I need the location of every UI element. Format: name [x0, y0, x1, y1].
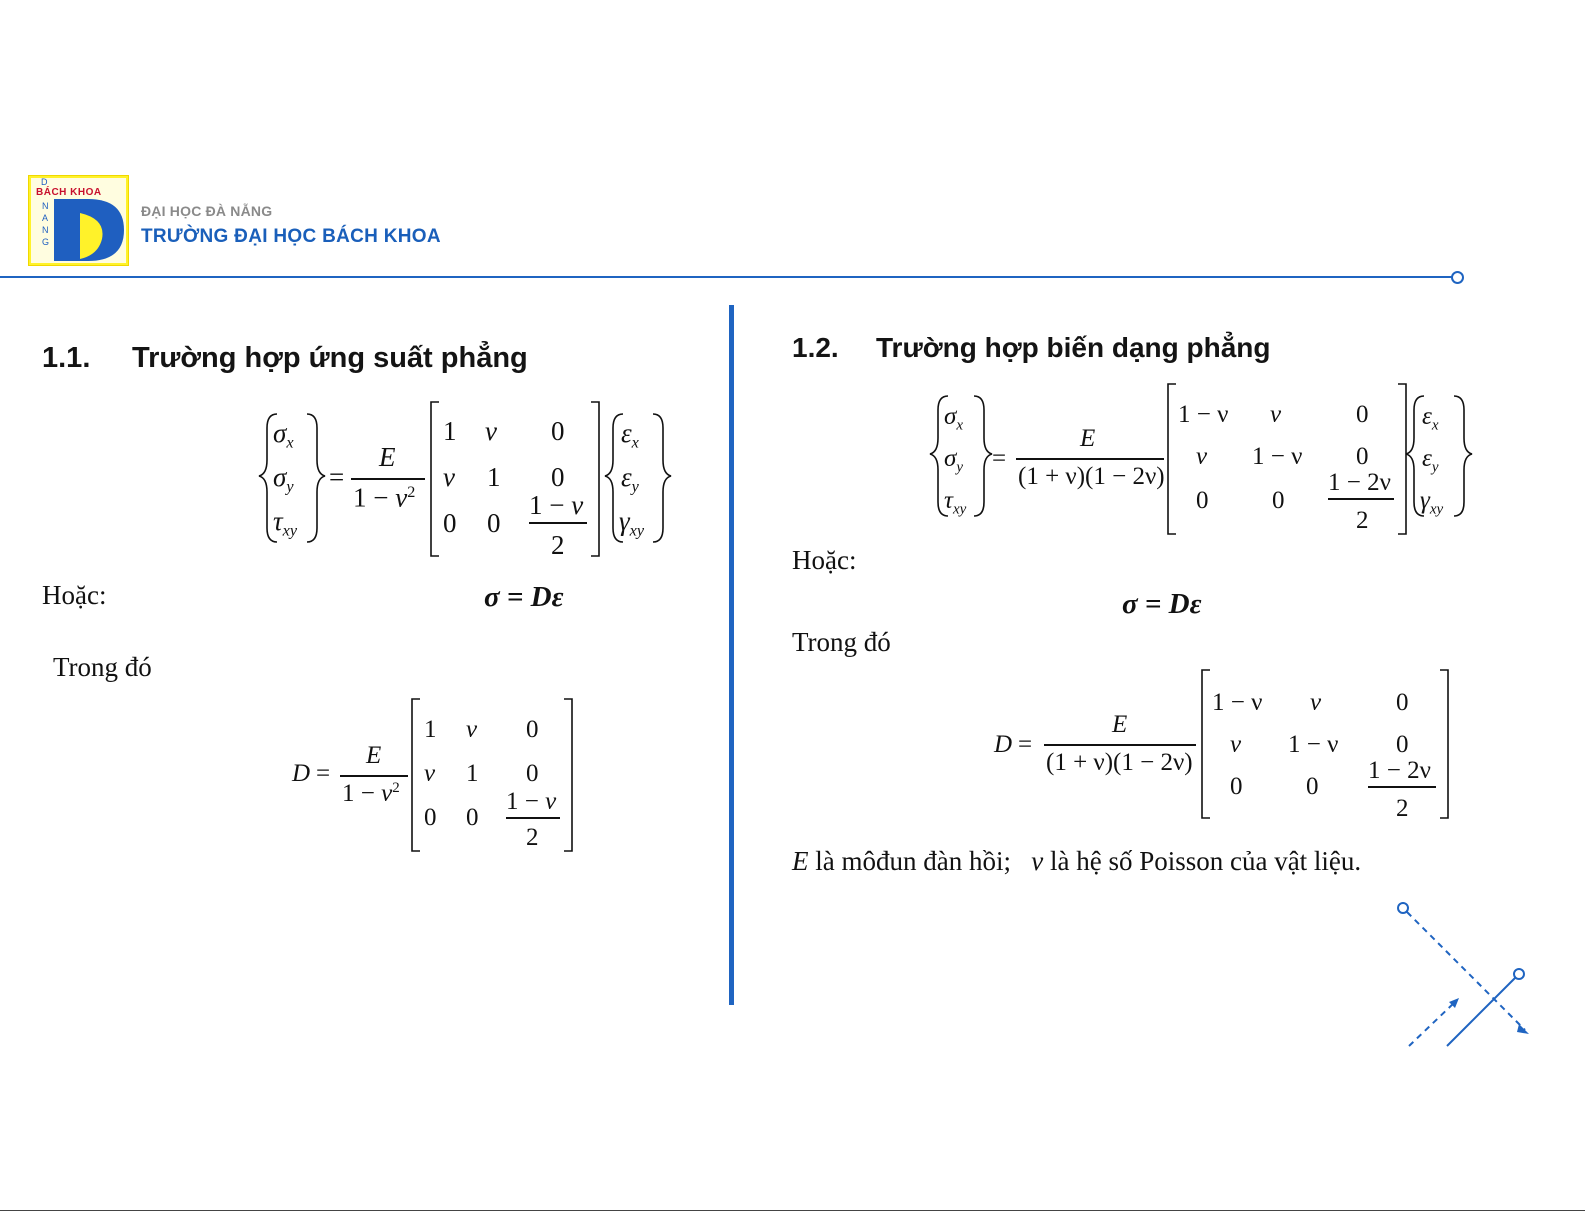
d33-denominator: 2	[1396, 795, 1409, 822]
d32: 0	[1306, 773, 1319, 800]
heading-title: Trường hợp ứng suất phẳng	[132, 342, 528, 374]
fraction-numerator-E: E	[1080, 425, 1096, 452]
plane-stress-D-matrix	[290, 695, 590, 860]
tau-xy: $\tau_{xy}$	[944, 487, 967, 518]
m33-denominator: 2	[1356, 507, 1369, 534]
m33-fraction-bar	[529, 522, 587, 524]
m23: 0	[1356, 443, 1369, 470]
gamma-xy: $\gamma_{xy}$	[1420, 487, 1444, 518]
m21: ν	[1196, 443, 1208, 470]
m33-denominator: 2	[551, 530, 565, 560]
fraction-numerator-E: E	[366, 742, 382, 769]
fraction-bar	[340, 775, 408, 777]
m31: 0	[1196, 487, 1209, 514]
m32: 0	[487, 508, 501, 538]
d11: 1	[424, 716, 437, 743]
logo-letter-n: N	[42, 201, 49, 211]
d23: 0	[1396, 731, 1409, 758]
equals-sign: =	[992, 445, 1007, 472]
epsilon-y: $\varepsilon_y$	[621, 462, 639, 496]
fraction-numerator-E: E	[1112, 711, 1128, 738]
decorative-arrows-graphic	[1395, 896, 1535, 1051]
m11: 1	[443, 416, 457, 446]
plane-stress-equation	[255, 398, 675, 568]
d21: ν	[424, 760, 436, 787]
logo-letter-g: G	[42, 237, 50, 247]
tau-xy: $\tau_{xy}$	[273, 506, 298, 540]
header-divider	[0, 276, 1456, 278]
university-logo	[28, 175, 129, 266]
m12: ν	[485, 416, 497, 446]
d11: 1 − ν	[1212, 689, 1263, 716]
heading-title: Trường hợp biến dạng phẳng	[876, 332, 1271, 363]
fraction-denominator: $1 - \nu^2$	[342, 780, 400, 807]
m13: 0	[551, 416, 565, 446]
footer-line	[0, 1210, 1585, 1211]
fraction-denominator: $1 - \nu^2$	[353, 482, 416, 513]
m11: 1 − ν	[1178, 401, 1229, 428]
fraction-denominator: (1 + ν)(1 − 2ν)	[1046, 749, 1193, 776]
plane-strain-D-matrix	[992, 666, 1462, 826]
epsilon-x: $\varepsilon_x$	[1422, 403, 1439, 434]
short-equation-left: σ = Dε	[484, 581, 564, 613]
d21: ν	[1230, 731, 1242, 758]
sigma-x: $\sigma_x$	[273, 418, 294, 452]
fraction-bar	[1044, 744, 1196, 746]
m32: 0	[1272, 487, 1285, 514]
d33-fraction-bar	[506, 817, 560, 819]
D-symbol: D	[994, 731, 1013, 758]
heading-number: 1.2.	[792, 332, 839, 363]
m23: 0	[551, 462, 565, 492]
d33-denominator: 2	[526, 824, 539, 851]
header-divider-end-dot	[1451, 271, 1464, 284]
d23: 0	[526, 760, 539, 787]
material-constants-note	[792, 846, 1361, 877]
logo-letter-a: A	[42, 213, 49, 223]
equals-sign: =	[329, 462, 345, 492]
plane-strain-equation	[928, 380, 1478, 540]
m33-numerator: 1 − 2ν	[1328, 469, 1391, 496]
epsilon-y: $\varepsilon_y$	[1422, 445, 1439, 476]
university-name: TRƯỜNG ĐẠI HỌC BÁCH KHOA	[141, 226, 441, 247]
d12: ν	[1310, 689, 1322, 716]
fraction-bar	[1016, 458, 1164, 460]
short-equation-right: σ = Dε	[1122, 588, 1202, 620]
equals-sign: =	[1018, 731, 1033, 758]
logo-letter-n2: N	[42, 225, 49, 235]
m13: 0	[1356, 401, 1369, 428]
fraction-bar	[351, 478, 425, 480]
d33-numerator: 1 − ν	[506, 788, 557, 815]
column-divider	[729, 305, 734, 1005]
d31: 0	[424, 804, 437, 831]
m12: ν	[1270, 401, 1282, 428]
fraction-numerator-E: E	[379, 442, 396, 472]
fraction-denominator: (1 + ν)(1 − 2ν)	[1018, 463, 1165, 490]
d13: 0	[1396, 689, 1409, 716]
text-hoac-right: Hoặc:	[792, 545, 857, 575]
d13: 0	[526, 716, 539, 743]
note-modulus-text: là môđun đàn hồi;	[808, 846, 1011, 876]
symbol-E: E	[792, 846, 809, 876]
note-poisson-text: là hệ số Poisson của vật liệu.	[1043, 846, 1362, 876]
m33-fraction-bar	[1328, 498, 1394, 500]
sigma-y: $\sigma_y$	[273, 462, 294, 496]
m22: 1	[487, 462, 501, 492]
d12: ν	[466, 716, 478, 743]
d22: 1	[466, 760, 479, 787]
logo-letter-d: D	[41, 177, 48, 187]
d31: 0	[1230, 773, 1243, 800]
gamma-xy: $\gamma_{xy}$	[619, 506, 645, 540]
d22: 1 − ν	[1288, 731, 1339, 758]
sigma-y: $\sigma_y$	[944, 445, 964, 476]
symbol-nu: ν	[1031, 846, 1044, 876]
heading-number: 1.1.	[42, 342, 91, 374]
D-symbol: D	[292, 760, 311, 787]
m22: 1 − ν	[1252, 443, 1303, 470]
epsilon-x: $\varepsilon_x$	[621, 418, 639, 452]
m33-numerator: 1 − ν	[529, 490, 584, 520]
d32: 0	[466, 804, 479, 831]
university-name-small: ĐẠI HỌC ĐÀ NẴNG	[141, 203, 273, 219]
logo-text-top: BÁCH KHOA	[36, 187, 102, 198]
d33-numerator: 1 − 2ν	[1368, 757, 1431, 784]
text-hoac-left: Hoặc:	[42, 580, 107, 610]
sigma-x: $\sigma_x$	[944, 403, 964, 434]
m21: ν	[443, 462, 455, 492]
m31: 0	[443, 508, 457, 538]
equals-sign: =	[316, 760, 331, 787]
text-trong-do-left: Trong đó	[53, 652, 152, 682]
text-trong-do-right: Trong đó	[792, 627, 891, 657]
d33-fraction-bar	[1368, 786, 1436, 788]
